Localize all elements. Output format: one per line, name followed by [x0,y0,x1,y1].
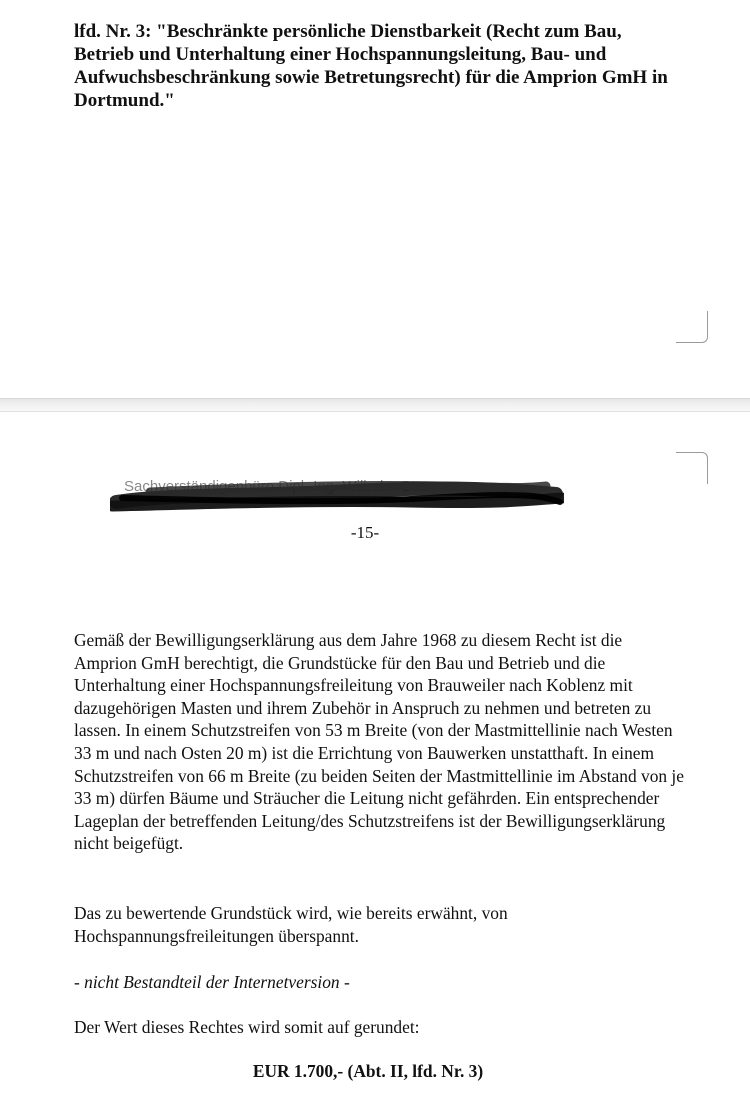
right-entry-heading: lfd. Nr. 3: "Beschränkte persönliche Dienstbarkeit (Recht zum Bau, Betrieb und Unterhaltung einer Hochspannungsleitung, Bau- und Aufwuchsbeschränkung sowie Betretungsrecht) für die Amprion GmH in Dortmund." [74,21,668,111]
page-number: -15- [350,523,380,542]
page-separator [0,398,750,412]
redaction-scribble [110,474,564,512]
paragraph-value-intro: Der Wert dieses Rechtes wird somit auf gerundet: [74,1017,420,1037]
page-header-text: Sachverständigenbüro Dipl.-Ing. Wilhelm Otto [124,478,429,495]
paragraph-property-note: Das zu bewertende Grundstück wird, wie bereits erwähnt, von Hochspannungsfreileitungen überspannt. [74,903,508,946]
page-corner-mark-top-right [676,452,708,484]
page-corner-mark-bottom-right [676,311,708,343]
value-result: EUR 1.700,- (Abt. II, lfd. Nr. 3) [252,1061,484,1081]
paragraph-right-description: Gemäß der Bewilligungserklärung aus dem Jahre 1968 zu diesem Recht ist die Amprion GmH berechtigt, die Grundstücke für den Bau und Betrieb und die Unterhaltung einer Hochspannungsfreileitung von Brauweiler nach Koblenz mit dazugehörigen Masten und ihrem Zubehör in Anspruch zu nehmen und betreten zu lassen. In einem Schutzstreifen von 53 m Breite (von der Mastmittellinie nach Westen 33 m und nach Osten 20 m) ist die Errichtung von Bauwerken unstatthaft. In einem Schutzstreifen von 66 m Breite (zu beiden Seiten der Mastmittellinie im Abstand von je 33 m) dürfen Bäume und Sträucher die Leitung nicht gefährden. Ein entsprechender Lageplan der betreffenden Leitung/des Schutzstreifens ist der Bewilligungserklärung nicht beigefügt. [74,630,684,854]
document-page-top [0,0,750,398]
paragraph-internet-omission: - nicht Bestandteil der Internetversion - [74,972,350,992]
